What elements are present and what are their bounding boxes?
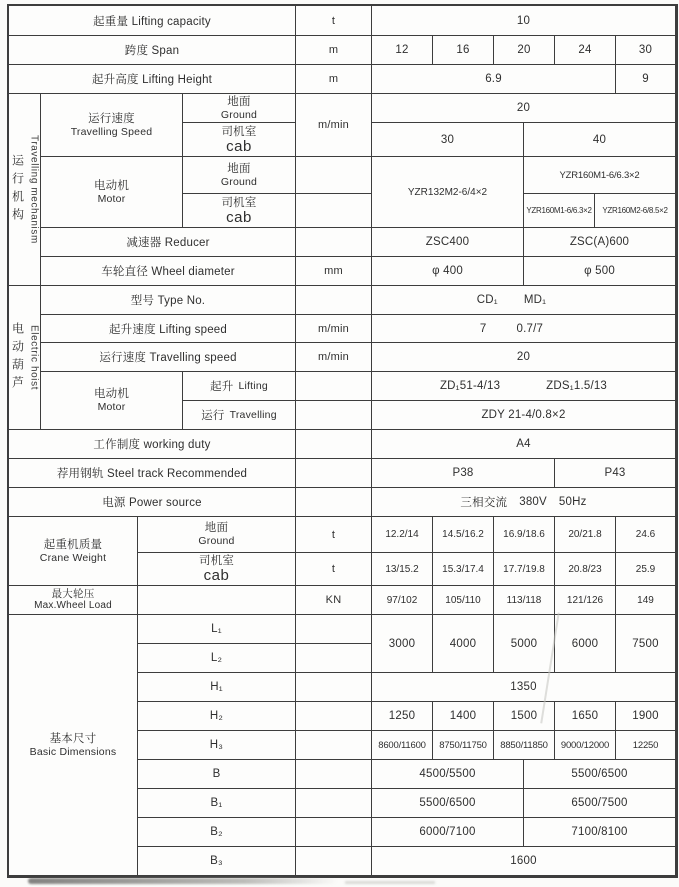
hoist-travelling-speed-unit: m/min [296, 343, 372, 372]
reducer-label: 减速器 Reducer [41, 228, 296, 257]
dim-l1-name: L₁ [138, 615, 296, 644]
power-phase: 三相交流 [460, 497, 508, 509]
span-value: 16 [433, 36, 494, 65]
dim-b1-unit [296, 789, 372, 818]
cab-en: cab [226, 208, 252, 226]
dim-b2-unit [296, 818, 372, 847]
tm-speed-cab-sublabel [183, 123, 296, 157]
dim-h3-value: 8750/11750 [433, 731, 494, 760]
max-wheel-load-sublabel-empty [138, 586, 296, 615]
hoist-lifting-speed-left: 7 [479, 322, 487, 335]
crane-weight-value: 16.9/18.6 [494, 517, 555, 553]
group-label-zh: 电动葫芦 [10, 321, 25, 394]
tm-speed-cab-value-left: 30 [372, 123, 524, 157]
dim-l-value: 4000 [433, 615, 494, 673]
tm-motor-label [41, 157, 183, 228]
dim-b2-right: 7100/8100 [524, 818, 676, 847]
dim-b1-right: 6500/7500 [524, 789, 676, 818]
span-value: 30 [616, 36, 676, 65]
span-value: 12 [372, 36, 433, 65]
dim-b1-left: 5500/6500 [372, 789, 524, 818]
power-voltage: 380V [519, 496, 547, 508]
cab-zh: 司机室 [221, 125, 257, 138]
dim-h2-value: 1500 [494, 702, 555, 731]
crane-weight-ground-unit: t [296, 517, 372, 553]
cab-en: cab [203, 567, 230, 584]
height-label: 起升高度 Lifting Height [9, 65, 296, 94]
hoist-motor-travelling-unit [296, 401, 372, 430]
max-wheel-load-value: 149 [616, 586, 676, 615]
dim-b3-name: B₃ [138, 847, 296, 876]
crane-weight-value: 13/15.2 [372, 553, 433, 586]
dim-b-unit [296, 760, 372, 789]
height-unit: m [296, 65, 372, 94]
type-no-unit [296, 286, 372, 315]
tm-speed-unit: m/min [296, 94, 372, 157]
tm-motor-value-left: YZR132M2-6/4×2 [372, 157, 524, 228]
max-wheel-load-value: 105/110 [433, 586, 494, 615]
tm-speed-label [41, 94, 183, 157]
cab-zh: 司机室 [221, 196, 257, 209]
wheel-diameter-left: φ 400 [372, 257, 524, 286]
span-value: 24 [555, 36, 616, 65]
basic-dimensions-label [9, 615, 138, 876]
dim-l1-unit [296, 615, 372, 644]
working-duty-value: A4 [372, 430, 676, 459]
hoist-motor-label [41, 372, 183, 430]
dim-h1-unit [296, 673, 372, 702]
hoist-motor-travelling-sublabel [183, 401, 296, 430]
steel-track-left: P38 [372, 459, 555, 488]
dim-l-value: 7500 [616, 615, 676, 673]
crane-weight-ground-sublabel [138, 517, 296, 553]
dim-b-name: B [138, 760, 296, 789]
dim-h3-value: 8850/11850 [494, 731, 555, 760]
dim-h1-name: H₁ [138, 673, 296, 702]
reducer-value-right: ZSC(A)600 [524, 228, 676, 257]
travelling-en: Travelling [229, 409, 277, 421]
tm-motor-label-en: Motor [97, 192, 126, 205]
dim-l2-unit [296, 644, 372, 673]
dim-h3-value: 8600/11600 [372, 731, 433, 760]
reducer-unit [296, 228, 372, 257]
dim-h3-value: 9000/12000 [555, 731, 616, 760]
dim-b3-unit [296, 847, 372, 876]
dim-l-value: 3000 [372, 615, 433, 673]
ground-en: Ground [220, 108, 258, 121]
dim-h3-unit [296, 731, 372, 760]
dim-b-left: 4500/5500 [372, 760, 524, 789]
ground-zh: 地面 [227, 162, 251, 175]
capacity-unit: t [296, 6, 372, 36]
crane-weight-value: 14.5/16.2 [433, 517, 494, 553]
dim-h2-name: H₂ [138, 702, 296, 731]
dim-h1-value: 1350 [372, 673, 676, 702]
power-source-label: 电源 Power source [9, 488, 296, 517]
dim-h3-name: H₃ [138, 731, 296, 760]
hoist-motor-lifting-unit [296, 372, 372, 401]
tm-speed-ground-sublabel [183, 94, 296, 123]
tm-motor-ground-sublabel [183, 157, 296, 194]
dim-h2-value: 1400 [433, 702, 494, 731]
max-wheel-load-value: 113/118 [494, 586, 555, 615]
power-frequency: 50Hz [558, 496, 587, 508]
hoist-motor-lifting-left: ZD₁51-4/13 [439, 380, 501, 392]
hoist-lifting-speed-right: 0.7/7 [516, 322, 544, 335]
tm-speed-label-en: Travelling Speed [70, 125, 153, 138]
basic-dimensions-zh: 基本尺寸 [49, 732, 97, 745]
dim-h2-value: 1900 [616, 702, 676, 731]
hoist-lifting-speed-value [372, 315, 676, 343]
dim-b2-name: B₂ [138, 818, 296, 847]
group-label-en: Travelling mechanism [28, 135, 40, 244]
wheel-diameter-right: φ 500 [524, 257, 676, 286]
ground-en: Ground [220, 175, 258, 188]
wheel-diameter-label: 车轮直径 Wheel diameter [41, 257, 296, 286]
height-value-last: 9 [616, 65, 676, 94]
crane-weight-value: 17.7/19.8 [494, 553, 555, 586]
crane-weight-cab-unit: t [296, 553, 372, 586]
tm-motor-unit-ground [296, 157, 372, 194]
dim-h2-value: 1650 [555, 702, 616, 731]
group-label-en: Electric hoist [28, 324, 40, 391]
crane-weight-label [9, 517, 138, 586]
crane-weight-value: 12.2/14 [372, 517, 433, 553]
crane-weight-value: 20.8/23 [555, 553, 616, 586]
power-source-value [372, 488, 676, 517]
crane-weight-value: 24.6 [616, 517, 676, 553]
capacity-label: 起重量 Lifting capacity [9, 6, 296, 36]
type-no-value [372, 286, 676, 315]
max-wheel-load-unit: KN [296, 586, 372, 615]
max-wheel-load-label [9, 586, 138, 615]
hoist-motor-label-en: Motor [97, 401, 126, 413]
travelling-zh: 运行 [201, 410, 225, 422]
travelling-mechanism-group-label [9, 94, 41, 286]
capacity-value: 10 [372, 6, 676, 36]
span-label: 跨度 Span [9, 36, 296, 65]
ground-zh: 地面 [227, 95, 251, 108]
power-source-unit [296, 488, 372, 517]
dim-h3-value: 12250 [616, 731, 676, 760]
crane-weight-value: 20/21.8 [555, 517, 616, 553]
span-unit: m [296, 36, 372, 65]
wheel-diameter-unit: mm [296, 257, 372, 286]
hoist-travelling-speed-value: 20 [372, 343, 676, 372]
spec-table [7, 4, 678, 878]
tm-speed-ground-value: 20 [372, 94, 676, 123]
type-no-label: 型号 Type No. [41, 286, 296, 315]
electric-hoist-group-label [9, 286, 41, 430]
working-duty-unit [296, 430, 372, 459]
scan-artifact-streak [28, 878, 338, 884]
cab-en: cab [226, 137, 252, 155]
crane-weight-en: Crane Weight [39, 551, 107, 564]
group-label-zh: 运行机构 [10, 153, 25, 226]
dim-b1-name: B₁ [138, 789, 296, 818]
dim-h2-unit [296, 702, 372, 731]
steel-track-right: P43 [555, 459, 676, 488]
lifting-zh: 起升 [210, 381, 234, 393]
hoist-motor-lifting-sublabel [183, 372, 296, 401]
max-wheel-load-zh: 最大轮压 [51, 588, 95, 600]
tm-speed-label-zh: 运行速度 [88, 112, 135, 125]
max-wheel-load-en: Max.Wheel Load [34, 600, 112, 611]
dim-l-value: 6000 [555, 615, 616, 673]
dim-b2-left: 6000/7100 [372, 818, 524, 847]
hoist-lifting-speed-unit: m/min [296, 315, 372, 343]
crane-weight-value: 25.9 [616, 553, 676, 586]
hoist-motor-lifting-right: ZDS₁1.5/13 [546, 380, 608, 392]
dim-l2-name: L₂ [138, 644, 296, 673]
tm-motor-value-right-top: YZR160M1-6/6.3×2 [524, 157, 676, 194]
dim-l-value: 5000 [494, 615, 555, 673]
crane-weight-value: 15.3/17.4 [433, 553, 494, 586]
dim-b3-value: 1600 [372, 847, 676, 876]
hoist-motor-lifting-value [372, 372, 676, 401]
tm-speed-cab-value-right: 40 [524, 123, 676, 157]
lifting-en: Lifting [238, 380, 268, 392]
tm-motor-value-rb-left: YZR160M1-6/6.3×2 [524, 194, 595, 228]
type-no-right: MD₁ [523, 294, 547, 306]
tm-motor-cab-sublabel [183, 194, 296, 228]
crane-weight-zh: 起重机质量 [43, 538, 103, 551]
tm-motor-unit-cab [296, 194, 372, 228]
dim-h2-value: 1250 [372, 702, 433, 731]
hoist-lifting-speed-label: 起升速度 Lifting speed [41, 315, 296, 343]
reducer-value-left: ZSC400 [372, 228, 524, 257]
basic-dimensions-en: Basic Dimensions [29, 745, 117, 758]
max-wheel-load-value: 121/126 [555, 586, 616, 615]
type-no-left: CD₁ [476, 294, 498, 306]
max-wheel-load-value: 97/102 [372, 586, 433, 615]
steel-track-unit [296, 459, 372, 488]
tm-motor-label-zh: 电动机 [93, 179, 130, 192]
crane-weight-cab-sublabel [138, 553, 296, 586]
working-duty-label: 工作制度 working duty [9, 430, 296, 459]
tm-motor-value-rb-right: YZR160M2-6/8.5×2 [595, 194, 676, 228]
hoist-motor-label-zh: 电动机 [93, 388, 130, 400]
dim-b-right: 5500/6500 [524, 760, 676, 789]
hoist-travelling-speed-label: 运行速度 Travelling speed [41, 343, 296, 372]
height-value-main: 6.9 [372, 65, 616, 94]
steel-track-label: 荐用钢轨 Steel track Recommended [9, 459, 296, 488]
scan-artifact-streak [345, 881, 435, 884]
ground-zh: 地面 [204, 522, 229, 534]
cab-zh: 司机室 [198, 555, 235, 567]
hoist-motor-travelling-value: ZDY 21-4/0.8×2 [372, 401, 676, 430]
span-value: 20 [494, 36, 555, 65]
ground-en: Ground [198, 535, 235, 547]
